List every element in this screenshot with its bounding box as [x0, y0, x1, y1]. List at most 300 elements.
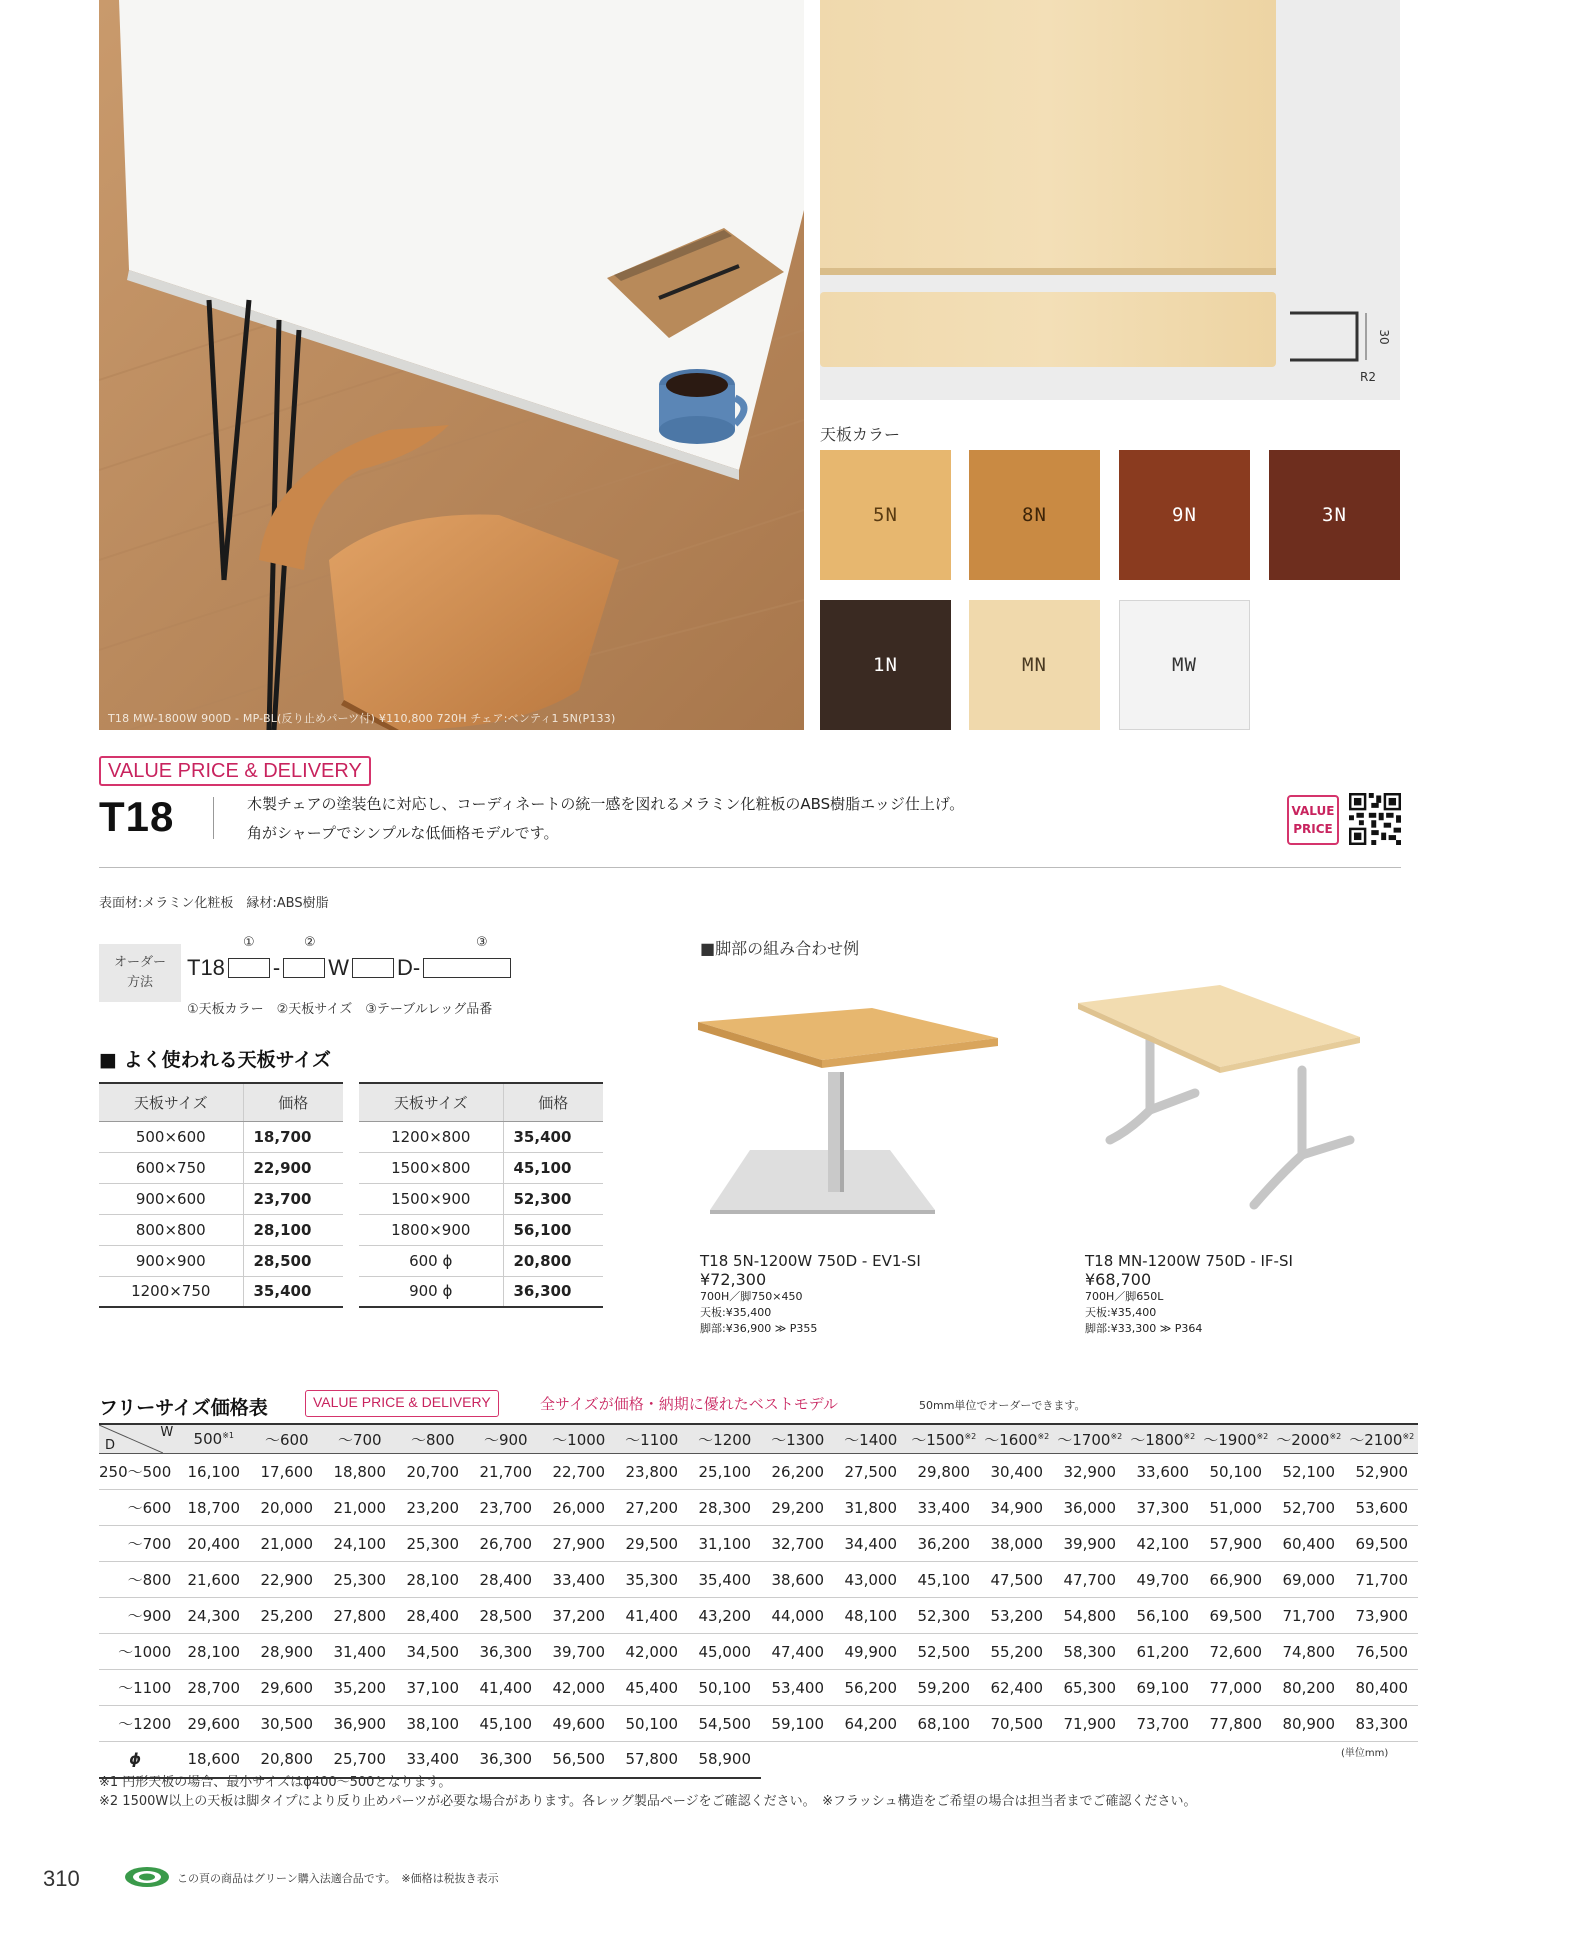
price-cell: 34,500: [396, 1634, 469, 1670]
swatch-label: 1N: [873, 654, 898, 676]
width-label: ～1500: [911, 1430, 965, 1449]
green-purchase-logo-icon: [124, 1866, 170, 1888]
size-cell: 1500×900: [359, 1183, 503, 1214]
price-cell: 65,300: [1053, 1670, 1126, 1706]
price-cell: 28,900: [250, 1634, 323, 1670]
empty-cell: [834, 1742, 907, 1778]
price-cell: 34,900: [980, 1490, 1053, 1526]
price-cell: 36,200: [907, 1526, 980, 1562]
price-cell: 83,300: [1345, 1706, 1418, 1742]
width-label: ～1300: [771, 1430, 825, 1449]
empty-cell: [980, 1742, 1053, 1778]
price-cell: 56,100: [503, 1214, 603, 1245]
price-cell: 20,800: [250, 1742, 323, 1778]
corner-w: W: [160, 1425, 174, 1440]
swatch-label: 3N: [1322, 504, 1347, 526]
size-cell: 900 ϕ: [359, 1276, 503, 1307]
price-cell: 69,500: [1345, 1526, 1418, 1562]
width-label: ～1700: [1057, 1430, 1111, 1449]
material-spec: 表面材:メラミン化粧板 縁材:ABS樹脂: [99, 896, 329, 911]
width-label: ～1100: [625, 1430, 679, 1449]
swatch-heading: 天板カラー: [820, 425, 901, 444]
price-cell: 29,500: [615, 1526, 688, 1562]
price-cell: 73,700: [1126, 1706, 1199, 1742]
width-label: ～2100: [1349, 1430, 1403, 1449]
swatch-label: 9N: [1172, 504, 1197, 526]
corner-d: D: [105, 1438, 116, 1453]
empty-cell: [907, 1742, 980, 1778]
price-cell: 18,700: [243, 1121, 343, 1152]
price-cell: 42,000: [542, 1670, 615, 1706]
price-cell: 23,800: [615, 1454, 688, 1490]
value-price-icon: [1287, 795, 1339, 845]
price-cell: 52,900: [1345, 1454, 1418, 1490]
legs-heading: ■脚部の組み合わせ例: [700, 939, 860, 958]
price-cell: 23,700: [243, 1183, 343, 1214]
order-label-line-2: 方法: [126, 975, 153, 990]
price-cell: 33,400: [396, 1742, 469, 1778]
price-cell: 36,300: [469, 1742, 542, 1778]
price-cell: 52,100: [1272, 1454, 1345, 1490]
price-cell: 32,700: [761, 1526, 834, 1562]
width-mark: ※1: [222, 1431, 234, 1440]
free-size-note: 50mm単位でオーダーできます。: [919, 1399, 1086, 1412]
price-cell: 26,000: [542, 1490, 615, 1526]
price-cell: 70,500: [980, 1706, 1053, 1742]
width-column-header: [177, 1424, 250, 1454]
price-cell: 72,600: [1199, 1634, 1272, 1670]
price-cell: 23,700: [469, 1490, 542, 1526]
price-cell: 30,400: [980, 1454, 1053, 1490]
swatch-mw[interactable]: [1119, 600, 1250, 730]
price-cell: 47,400: [761, 1634, 834, 1670]
leg-top: 天板:¥35,400: [700, 1306, 772, 1319]
price-cell: 37,100: [396, 1670, 469, 1706]
width-label: 500: [193, 1430, 223, 1448]
price-cell: 49,900: [834, 1634, 907, 1670]
leg-caption-1: [700, 1252, 921, 1337]
price-cell: 24,100: [323, 1526, 396, 1562]
price-cell: 39,900: [1053, 1526, 1126, 1562]
price-cell: 33,400: [542, 1562, 615, 1598]
price-cell: 37,200: [542, 1598, 615, 1634]
table-row: [99, 1276, 343, 1307]
width-mark: ※2: [1402, 1431, 1415, 1441]
price-cell: 57,800: [615, 1742, 688, 1778]
price-cell: 69,500: [1199, 1598, 1272, 1634]
model-name: T18: [99, 793, 175, 840]
order-box-color: [228, 958, 270, 978]
price-cell: 39,700: [542, 1634, 615, 1670]
price-cell: 22,700: [542, 1454, 615, 1490]
value-price-badge: VALUE PRICE & DELIVERY: [99, 756, 371, 786]
col-price: 価格: [503, 1083, 603, 1121]
width-column-header: [1126, 1424, 1199, 1454]
table-row: [99, 1121, 343, 1152]
price-cell: 28,400: [396, 1598, 469, 1634]
width-label: ～1000: [552, 1430, 606, 1449]
leg-spec: 700H／脚650L: [1085, 1290, 1164, 1303]
price-cell: 25,100: [688, 1454, 761, 1490]
price-cell: 47,700: [1053, 1562, 1126, 1598]
price-cell: 57,900: [1199, 1526, 1272, 1562]
price-cell: 29,800: [907, 1454, 980, 1490]
price-cell: 49,700: [1126, 1562, 1199, 1598]
swatch-8n[interactable]: [969, 450, 1100, 580]
price-cell: 49,600: [542, 1706, 615, 1742]
table-row: [359, 1152, 603, 1183]
depth-row-header: ϕ: [99, 1742, 177, 1778]
width-column-header: [1345, 1424, 1418, 1454]
price-cell: 43,200: [688, 1598, 761, 1634]
leg-price: ¥72,300: [700, 1270, 767, 1289]
depth-row-header: ～600: [99, 1490, 177, 1526]
width-column-header: [469, 1424, 542, 1454]
footer-note: この頁の商品はグリーン購入法適合品です。 ※価格は税抜き表示: [177, 1872, 499, 1885]
order-num-1: ①: [243, 935, 255, 950]
price-cell: 20,400: [177, 1526, 250, 1562]
price-cell: 35,200: [323, 1670, 396, 1706]
size-cell: 600 ϕ: [359, 1245, 503, 1276]
order-num-3: ③: [476, 935, 488, 950]
order-num-2: ②: [304, 935, 316, 950]
free-size-badge: VALUE PRICE & DELIVERY: [305, 1390, 499, 1417]
common-sizes-table-right: [359, 1082, 603, 1308]
width-mark: ※2: [1183, 1431, 1196, 1441]
table-row: [99, 1634, 1418, 1670]
price-cell: 28,500: [243, 1245, 343, 1276]
price-cell: 80,200: [1272, 1670, 1345, 1706]
price-cell: 16,100: [177, 1454, 250, 1490]
swatch-9n[interactable]: [1119, 450, 1250, 580]
price-cell: 28,300: [688, 1490, 761, 1526]
price-cell: 71,900: [1053, 1706, 1126, 1742]
order-dash-2: -: [412, 955, 421, 980]
section-divider: [99, 867, 1401, 868]
price-cell: 43,000: [834, 1562, 907, 1598]
price-cell: 47,500: [980, 1562, 1053, 1598]
empty-cell: [1126, 1742, 1199, 1778]
swatch-3n[interactable]: [1269, 450, 1400, 580]
price-cell: 71,700: [1272, 1598, 1345, 1634]
col-size: 天板サイズ: [359, 1083, 503, 1121]
price-cell: 45,000: [688, 1634, 761, 1670]
price-cell: 52,300: [503, 1183, 603, 1214]
price-cell: 30,500: [250, 1706, 323, 1742]
price-cell: 41,400: [615, 1598, 688, 1634]
price-cell: 41,400: [469, 1670, 542, 1706]
order-legend: ①天板カラー ②天板サイズ ③テーブルレッグ品番: [187, 1002, 493, 1017]
width-label: ～1400: [844, 1430, 898, 1449]
order-w: W: [328, 955, 350, 980]
price-cell: 44,000: [761, 1598, 834, 1634]
leg-price: ¥68,700: [1085, 1270, 1152, 1289]
price-cell: 66,900: [1199, 1562, 1272, 1598]
price-cell: 36,000: [1053, 1490, 1126, 1526]
width-column-header: [688, 1424, 761, 1454]
table-row: [99, 1152, 343, 1183]
price-cell: 71,700: [1345, 1562, 1418, 1598]
price-cell: 21,600: [177, 1562, 250, 1598]
table-row: [359, 1276, 603, 1307]
price-cell: 35,300: [615, 1562, 688, 1598]
swatch-label: MW: [1172, 654, 1197, 676]
price-cell: 50,100: [615, 1706, 688, 1742]
sample-dimension-height: 30: [1377, 329, 1391, 345]
value-price-line-2: PRICE: [1293, 822, 1333, 836]
price-cell: 28,700: [177, 1670, 250, 1706]
price-cell: 45,400: [615, 1670, 688, 1706]
leg-leg: 脚部:¥33,300 ≫ P364: [1085, 1322, 1203, 1335]
description-line-2: 角がシャープでシンプルな低価格モデルです。: [247, 824, 559, 842]
leg-leg: 脚部:¥36,900 ≫ P355: [700, 1322, 818, 1335]
table-illustration-ev1: [690, 1000, 1020, 1220]
price-cell: 56,200: [834, 1670, 907, 1706]
free-size-price-table: [99, 1423, 1418, 1779]
width-label: ～600: [264, 1430, 309, 1449]
price-cell: 21,000: [323, 1490, 396, 1526]
price-cell: 33,600: [1126, 1454, 1199, 1490]
width-column-header: [250, 1424, 323, 1454]
price-cell: 28,100: [243, 1214, 343, 1245]
table-row: [99, 1526, 1418, 1562]
empty-cell: [1272, 1742, 1345, 1778]
size-cell: 900×600: [99, 1183, 243, 1214]
price-cell: 36,900: [323, 1706, 396, 1742]
price-cell: 80,400: [1345, 1670, 1418, 1706]
width-column-header: [907, 1424, 980, 1454]
price-cell: 54,800: [1053, 1598, 1126, 1634]
price-cell: 20,700: [396, 1454, 469, 1490]
price-cell: 56,500: [542, 1742, 615, 1778]
price-cell: 18,600: [177, 1742, 250, 1778]
table-row: [359, 1214, 603, 1245]
width-column-header: [323, 1424, 396, 1454]
order-dash-1: -: [272, 955, 281, 980]
price-cell: 42,000: [615, 1634, 688, 1670]
width-mark: ※2: [1110, 1431, 1123, 1441]
depth-row-header: ～1200: [99, 1706, 177, 1742]
price-cell: 20,800: [503, 1245, 603, 1276]
price-cell: 52,700: [1272, 1490, 1345, 1526]
table-row: [99, 1183, 343, 1214]
price-cell: 31,400: [323, 1634, 396, 1670]
price-cell: 28,100: [396, 1562, 469, 1598]
empty-cell: [1199, 1742, 1272, 1778]
price-cell: 25,700: [323, 1742, 396, 1778]
price-cell: 27,200: [615, 1490, 688, 1526]
price-cell: 77,000: [1199, 1670, 1272, 1706]
price-cell: 22,900: [250, 1562, 323, 1598]
price-cell: 54,500: [688, 1706, 761, 1742]
price-cell: 27,500: [834, 1454, 907, 1490]
width-column-header: [542, 1424, 615, 1454]
material-sample: [820, 0, 1400, 400]
photo-caption: T18 MW-1800W 900D - MP-BL(反り止めパーツ付) ¥110,800 720H チェア:ベンティ1 5N(P133): [108, 712, 616, 725]
price-cell: 58,300: [1053, 1634, 1126, 1670]
width-label: ～700: [337, 1430, 382, 1449]
price-cell: 32,900: [1053, 1454, 1126, 1490]
price-cell: 48,100: [834, 1598, 907, 1634]
price-cell: 59,100: [761, 1706, 834, 1742]
width-label: ～900: [483, 1430, 528, 1449]
price-cell: 36,300: [469, 1634, 542, 1670]
leg-name: T18 MN-1200W 750D - IF-SI: [1085, 1252, 1293, 1270]
price-cell: 29,600: [250, 1670, 323, 1706]
table-row: [359, 1121, 603, 1152]
swatch-1n[interactable]: [820, 600, 951, 730]
price-cell: 23,200: [396, 1490, 469, 1526]
model-separator: [213, 797, 214, 839]
width-label: ～1800: [1130, 1430, 1184, 1449]
price-cell: 58,900: [688, 1742, 761, 1778]
table-row: [99, 1706, 1418, 1742]
price-cell: 38,600: [761, 1562, 834, 1598]
width-column-header: [1053, 1424, 1126, 1454]
width-column-header: [396, 1424, 469, 1454]
price-cell: 51,000: [1199, 1490, 1272, 1526]
leg-spec: 700H／脚750×450: [700, 1290, 803, 1303]
price-cell: 33,400: [907, 1490, 980, 1526]
price-cell: 55,200: [980, 1634, 1053, 1670]
order-d: D: [397, 955, 413, 980]
width-label: ～2000: [1276, 1430, 1330, 1449]
swatch-5n[interactable]: [820, 450, 951, 580]
price-cell: 80,900: [1272, 1706, 1345, 1742]
price-cell: 34,400: [834, 1526, 907, 1562]
price-cell: 28,500: [469, 1598, 542, 1634]
col-size: 天板サイズ: [99, 1083, 243, 1121]
corner-header: [99, 1424, 177, 1454]
width-label: ～800: [410, 1430, 455, 1449]
price-cell: 26,200: [761, 1454, 834, 1490]
price-cell: 62,400: [980, 1670, 1053, 1706]
swatch-mn[interactable]: [969, 600, 1100, 730]
size-cell: 1200×800: [359, 1121, 503, 1152]
depth-row-header: ～1000: [99, 1634, 177, 1670]
width-label: ～1200: [698, 1430, 752, 1449]
order-method-label: [99, 944, 181, 1002]
order-box-width: [283, 958, 325, 978]
width-column-header: [980, 1424, 1053, 1454]
size-cell: 1200×750: [99, 1276, 243, 1307]
size-cell: 1500×800: [359, 1152, 503, 1183]
price-cell: 28,100: [177, 1634, 250, 1670]
price-cell: 61,200: [1126, 1634, 1199, 1670]
price-cell: 64,200: [834, 1706, 907, 1742]
price-cell: 35,400: [503, 1121, 603, 1152]
price-cell: 28,400: [469, 1562, 542, 1598]
price-cell: 50,100: [688, 1670, 761, 1706]
price-cell: 74,800: [1272, 1634, 1345, 1670]
depth-row-header: ～700: [99, 1526, 177, 1562]
price-cell: 76,500: [1345, 1634, 1418, 1670]
size-cell: 900×900: [99, 1245, 243, 1276]
page-number: 310: [43, 1866, 80, 1891]
width-column-header: [615, 1424, 688, 1454]
price-cell: 52,300: [907, 1598, 980, 1634]
price-cell: 77,800: [1199, 1706, 1272, 1742]
common-sizes-heading: ■ よく使われる天板サイズ: [99, 1049, 332, 1071]
width-mark: ※2: [1329, 1431, 1342, 1441]
depth-row-header: ～800: [99, 1562, 177, 1598]
price-cell: 20,000: [250, 1490, 323, 1526]
unit-label: (単位mm): [1341, 1748, 1389, 1759]
price-cell: 38,100: [396, 1706, 469, 1742]
width-mark: ※2: [1037, 1431, 1050, 1441]
price-cell: 22,900: [243, 1152, 343, 1183]
product-photo: [99, 0, 804, 730]
swatch-label: 8N: [1022, 504, 1047, 526]
price-cell: 52,500: [907, 1634, 980, 1670]
depth-row-header: 250～500: [99, 1454, 177, 1490]
width-column-header: [1199, 1424, 1272, 1454]
swatch-label: MN: [1022, 654, 1047, 676]
swatch-label: 5N: [873, 504, 898, 526]
price-cell: 59,200: [907, 1670, 980, 1706]
table-row: [359, 1245, 603, 1276]
width-column-header: [761, 1424, 834, 1454]
footnote-1: ※1 円形天板の場合、最小サイズはϕ400～500となります。: [99, 1775, 452, 1790]
table-row: [99, 1245, 343, 1276]
price-cell: 17,600: [250, 1454, 323, 1490]
price-cell: 31,100: [688, 1526, 761, 1562]
price-cell: 25,300: [323, 1562, 396, 1598]
leg-name: T18 5N-1200W 750D - EV1-SI: [700, 1252, 921, 1270]
price-cell: 68,100: [907, 1706, 980, 1742]
price-cell: 50,100: [1199, 1454, 1272, 1490]
order-label-line-1: オーダー: [113, 955, 166, 970]
width-column-header: [1272, 1424, 1345, 1454]
price-cell: 29,600: [177, 1706, 250, 1742]
price-cell: 24,300: [177, 1598, 250, 1634]
depth-row-header: ～1100: [99, 1670, 177, 1706]
price-cell: 18,800: [323, 1454, 396, 1490]
table-row: [99, 1214, 343, 1245]
width-label: ～1900: [1203, 1430, 1257, 1449]
qr-code-icon[interactable]: [1349, 793, 1401, 845]
width-mark: ※2: [964, 1431, 977, 1441]
size-cell: 800×800: [99, 1214, 243, 1245]
price-cell: 21,700: [469, 1454, 542, 1490]
price-cell: 60,400: [1272, 1526, 1345, 1562]
table-row: [99, 1454, 1418, 1490]
price-cell: 42,100: [1126, 1526, 1199, 1562]
price-cell: 38,000: [980, 1526, 1053, 1562]
width-label: ～1600: [984, 1430, 1038, 1449]
price-cell: 29,200: [761, 1490, 834, 1526]
price-cell: 45,100: [907, 1562, 980, 1598]
empty-cell: [761, 1742, 834, 1778]
price-cell: 18,700: [177, 1490, 250, 1526]
order-box-depth: [352, 958, 394, 978]
leg-top: 天板:¥35,400: [1085, 1306, 1157, 1319]
free-size-heading: フリーサイズ価格表: [99, 1397, 268, 1419]
footnote-2: ※2 1500W以上の天板は脚タイプにより反り止めパーツが必要な場合があります。各レッグ製品ページをご確認ください。 ※フラッシュ構造をご希望の場合は担当者までご確認ください。: [99, 1794, 1197, 1809]
common-sizes-table-left: [99, 1082, 343, 1308]
price-cell: 27,900: [542, 1526, 615, 1562]
order-prefix: T18: [187, 955, 225, 980]
description-line-1: 木製チェアの塗装色に対応し、コーディネートの統一感を図れるメラミン化粧板のABS樹脂エッジ仕上げ。: [247, 795, 965, 813]
price-cell: 27,800: [323, 1598, 396, 1634]
width-mark: ※2: [1256, 1431, 1269, 1441]
size-cell: 500×600: [99, 1121, 243, 1152]
price-cell: 25,300: [396, 1526, 469, 1562]
price-cell: 36,300: [503, 1276, 603, 1307]
order-code: [187, 950, 514, 986]
price-cell: 25,200: [250, 1598, 323, 1634]
price-cell: 26,700: [469, 1526, 542, 1562]
